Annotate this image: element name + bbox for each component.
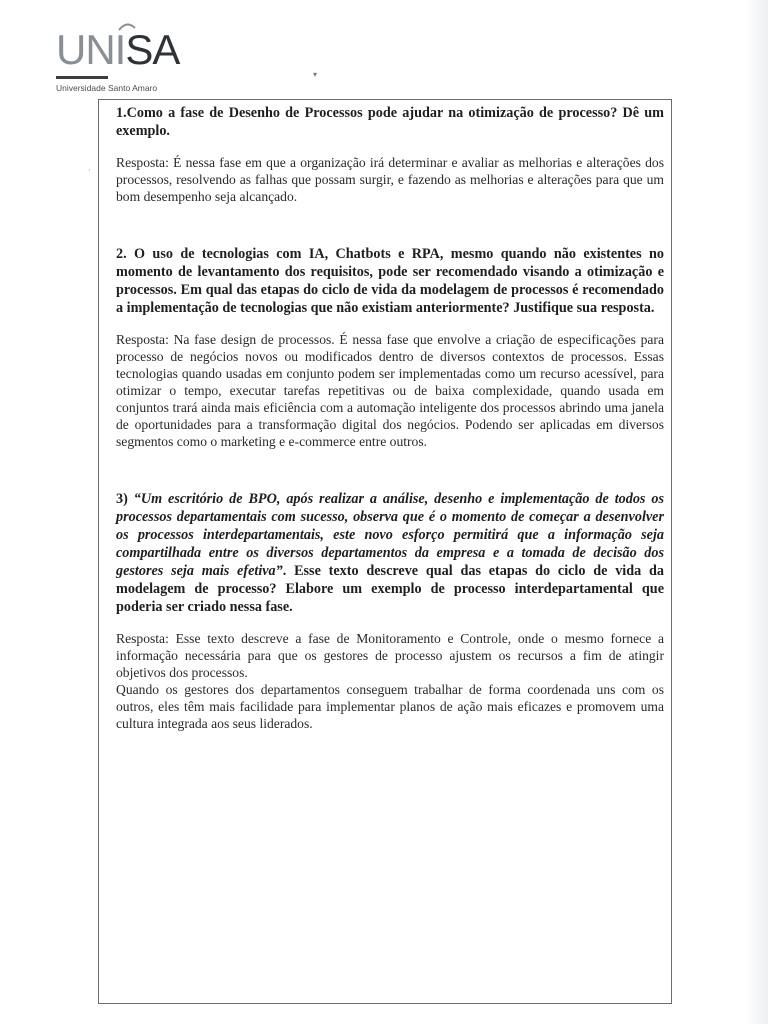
question-3-text <box>116 490 664 616</box>
logo-underline <box>56 76 108 79</box>
question-block-1 <box>116 104 664 205</box>
unisa-logo <box>56 22 186 93</box>
answer-1-text: Resposta: É nessa fase em que a organização irá determinar e avaliar as melhorias e alterações dos processos, resolvendo as falhas que possam surgir, e fazendo as melhorias e alterações para que um bom desempenho seja alcançado. <box>116 155 664 204</box>
question-3-quote: “Um escritório de BPO, após realizar a análise, desenho e implementação de todos os processos departamentais com sucesso, observa que é o momento de começar a desenvolver os processos interdepartamentais, este novo esforço permitirá que a informação seja compartilhada entre os diversos departamentos da empresa e a tomada de decisão dos gestores seja mais efetiva” <box>116 491 664 579</box>
logo-letters-dark: SA <box>125 26 180 73</box>
answer-3-paragraph-1: Resposta: Esse texto descreve a fase de Monitoramento e Controle, onde o mesmo fornece a informação necessária para que os gestores de processo ajustem os recursos a fim de atingir objetivos dos processos. <box>116 631 664 680</box>
document-body <box>116 104 664 732</box>
question-block-2 <box>116 245 664 450</box>
logo-letters-light: UNI <box>56 26 126 73</box>
question-2-text: 2. O uso de tecnologias com IA, Chatbots e RPA, mesmo quando não existentes no momento de levantamento dos requisitos, pode ser recomendado visando a otimização e processos. Em qual das etapas do ciclo de vida da modelagem de processos é recomendado a implementação de tecnologias que não existiam anteriormente? Justifique sua resposta. <box>116 246 664 316</box>
scan-speck: · <box>88 166 91 175</box>
question-3-rest: . Esse texto descreve qual das etapas do ciclo de vida da modelagem de processo? Elabore um exemplo de processo interdepartamental que poderia ser criado nessa fase. <box>116 563 664 615</box>
logo-wordmark <box>56 28 179 72</box>
scan-edge-shadow <box>746 0 768 1024</box>
question-3-prefix: 3) <box>116 491 134 507</box>
question-1-text: 1.Como a fase de Desenho de Processos pode ajudar na otimização de processo? Dê um exemplo. <box>116 105 664 139</box>
answer-3-paragraph-2: Quando os gestores dos departamentos conseguem trabalhar de forma coordenada uns com os outros, eles têm mais facilidade para implementar planos de ação mais eficazes e promovem uma cultura integrada aos seus liderados. <box>116 682 664 731</box>
answer-2-text: Resposta: Na fase design de processos. É nessa fase que envolve a criação de especificações para processo de negócios novos ou modificados dentro de diversos contextos de processos. Essas tecnologias quando usadas em conjunto podem ser implementadas como um recurso acessível, para otimizar o tempo, executar tarefas repetitivas ou de baixa complexidade, quando usada em conjuntos trará ainda mais eficiência com a automação inteligente dos processos abrindo uma janela de oportunidades para a transformação digital dos negócios. Podendo ser aplicadas em diversos segmentos como o marketing e e-commerce entre outros. <box>116 332 664 449</box>
scan-speck: ▾ <box>313 70 318 79</box>
logo-subtitle: Universidade Santo Amaro <box>56 83 158 93</box>
question-block-3 <box>116 490 664 732</box>
